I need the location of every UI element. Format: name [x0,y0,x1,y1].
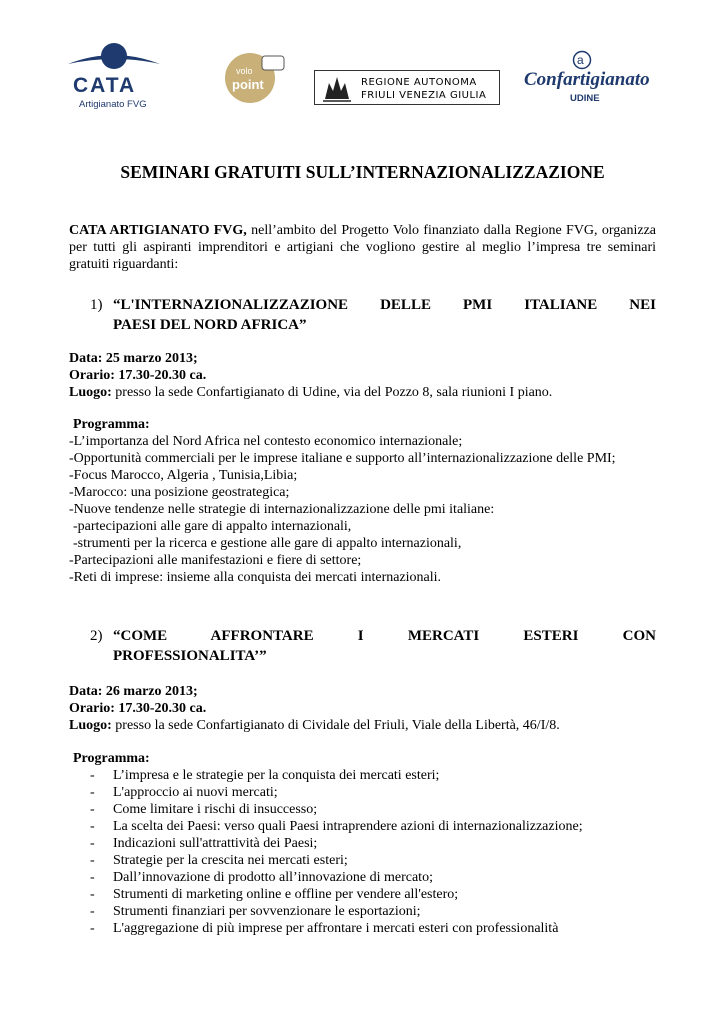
intro-org: CATA ARTIGIANATO FVG, [69,223,247,238]
cata-name: CATA [73,74,137,97]
seminar-2-time: Orario: 17.30-20.30 ca. [69,701,207,716]
seminar-2-place-label: Luogo: [69,718,112,733]
seminar-1-title [90,295,656,335]
seminar-1-info [69,350,656,401]
list-item: - Dall’innovazione di prodotto all’innovazione di mercato; [69,869,656,886]
list-item: - L'aggregazione di più imprese per affrontare i mercati esteri con professionalità [69,920,656,937]
list-item: - Strumenti finanziari per sovvenzionare le esportazioni; [69,903,656,920]
intro-paragraph [69,222,656,273]
seminar-2-number: 2) [90,628,103,644]
list-item: - Indicazioni sull'attrattività dei Paesi; [69,835,656,852]
seminar-1-place-text: presso la sede Confartigianato di Udine, via del Pozzo 8, sala riunioni I piano. [111,385,553,400]
confartigianato-at-icon [520,50,655,70]
program-line: -Partecipazioni alle manifestazioni e fiere di settore; [69,553,362,568]
seminar-1-number: 1) [90,297,103,313]
seminar-2-title-line1: “COME AFFRONTARE I MERCATI ESTERI CON [113,628,656,644]
cata-emblem-icon [64,42,164,76]
volo-point-logo [218,50,290,110]
program-line: -strumenti per la ricerca e gestione alle gare di appalto internazionali, [73,536,462,551]
program-line: -Reti di imprese: insieme alla conquista dei mercati internazionali. [69,570,442,585]
seminar-2-place [69,717,656,734]
program-line: -Nuove tendenze nelle strategie di internazionalizzazione delle pmi italiane: [69,502,495,517]
seminar-1-program-label: Programma: [73,417,150,432]
svg-text:a: a [577,53,584,67]
cata-logo [64,42,164,110]
program-line: -Opportunità commerciali per le imprese italiane e supporto all’internazionalizzazione delle PMI; [69,451,616,466]
list-item: - La scelta dei Paesi: verso quali Paesi intraprendere azioni di internazionalizzazione; [69,818,656,835]
intro-text: nell’ambito del Progetto Volo finanziato dalla Regione FVG, organizza per tutti gli aspiranti imprenditori e artigiani che vogliono gestire al meglio l’impresa tre seminari gratuiti riguardanti: [69,223,656,272]
seminar-1-place-label: Luogo: [69,385,112,400]
program-line: -partecipazioni alle gare di appalto internazionali, [73,519,352,534]
program-line: -Marocco: una posizione geostrategica; [69,485,290,500]
page-title: SEMINARI GRATUITI SULL’INTERNAZIONALIZZAZIONE [120,162,605,182]
seminar-2-info [69,683,656,734]
seminar-1-place [69,384,656,401]
list-item: - L'approccio ai nuovi mercati; [69,784,656,801]
seminar-2-program [69,750,656,937]
program-line: -Focus Marocco, Algeria , Tunisia,Libia; [69,468,298,483]
seminar-2-date: Data: 26 marzo 2013; [69,684,198,699]
seminar-1-title-line2: PAESI DEL NORD AFRICA” [113,317,307,333]
seminar-2-title-line2: PROFESSIONALITA’” [113,648,267,664]
seminar-1-date: Data: 25 marzo 2013; [69,351,198,366]
confartigianato-subtitle: UDINE [570,93,600,104]
regione-line2: FRIULI VENEZIA GIULIA [361,90,487,101]
seminar-2-title [90,626,656,666]
list-item: - L’impresa e le strategie per la conquista dei mercati esteri; [69,767,656,784]
volo-word: volo [236,66,253,76]
confartigianato-logo [520,50,655,110]
program-line: -L’importanza del Nord Africa nel contesto economico internazionale; [69,434,463,449]
seminar-1-title-line1: “L'INTERNAZIONALIZZAZIONE DELLE PMI ITALIANE NEI [113,297,656,313]
regione-line1: REGIONE AUTONOMA [361,77,477,88]
confartigianato-name: Confartigianato [524,69,650,90]
seminar-2-program-list [69,767,656,937]
cata-subtitle: Artigianato FVG [79,99,147,110]
list-item: - Strumenti di marketing online e offline per vendere all'estero; [69,886,656,903]
list-item: - Come limitare i rischi di insuccesso; [69,801,656,818]
point-word: point [232,77,264,92]
seminar-2-place-text: presso la sede Confartigianato di Cividale del Friuli, Viale della Libertà, 46/I/8. [111,718,560,733]
seminar-1-time: Orario: 17.30-20.30 ca. [69,368,207,383]
logo-strip [0,34,725,114]
eagle-emblem-icon [319,73,355,103]
seminar-2-program-label: Programma: [73,751,150,766]
seminar-1-program [69,416,656,586]
regione-fvg-logo [314,70,500,105]
list-item: - Strategie per la crescita nei mercati esteri; [69,852,656,869]
